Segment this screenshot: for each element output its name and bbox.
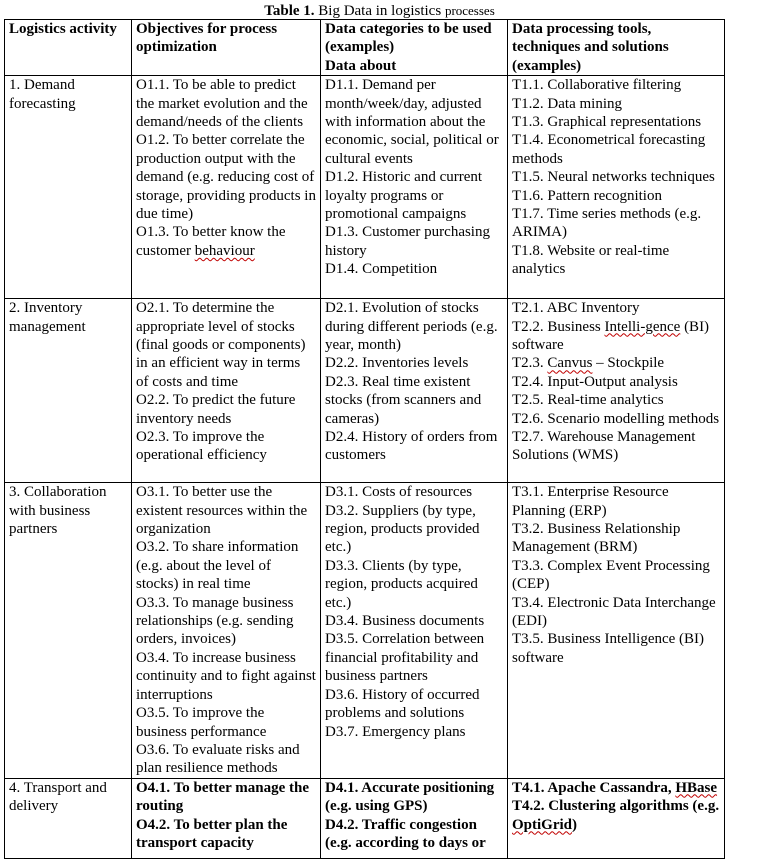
list-item: O4.1. To better manage the routing bbox=[136, 779, 313, 815]
table-row bbox=[5, 778, 725, 858]
list-item: T1.4. Econometrical forecasting methods bbox=[512, 132, 710, 167]
list-item: D3.4. Business documents bbox=[325, 613, 485, 630]
list-item: D1.4. Competition bbox=[325, 261, 438, 278]
list-item: D1.1. Demand per month/week/day, adjusted with information about the economic, social, political or cultural events bbox=[325, 77, 503, 167]
tools-cell bbox=[508, 778, 725, 858]
list-item: T3.2. Business Relationship Management (BRM) bbox=[512, 521, 685, 556]
header-data-categories bbox=[321, 20, 508, 76]
list-item: T2.3. Canvus – Stockpile bbox=[512, 355, 665, 372]
spellcheck-word: Canvus bbox=[547, 355, 593, 372]
data-cell bbox=[321, 299, 508, 483]
list-item: O2.2. To predict the future inventory needs bbox=[136, 392, 300, 427]
list-item: D2.3. Real time existent stocks (from scanners and cameras) bbox=[325, 373, 485, 427]
list-item: T1.6. Pattern recognition bbox=[512, 187, 662, 204]
spellcheck-word: Intelli-gence bbox=[604, 318, 681, 335]
list-item: T3.5. Business Intelligence (BI) software bbox=[512, 631, 708, 666]
objectives-cell bbox=[132, 299, 321, 483]
data-cell bbox=[321, 76, 508, 299]
list-item: O3.2. To share information (e.g. about the level of stocks) in real time bbox=[136, 539, 303, 593]
list-item: D4.2. Traffic congestion (e.g. according to days or bbox=[325, 816, 486, 851]
spellcheck-word: HBase bbox=[675, 779, 718, 796]
table-row bbox=[5, 76, 725, 299]
list-item: T1.5. Neural networks techniques bbox=[512, 169, 715, 186]
list-item: O2.3. To improve the operational efficiency bbox=[136, 429, 268, 464]
list-item: T1.8. Website or real-time analytics bbox=[512, 242, 673, 278]
caption-label: Table 1. bbox=[264, 3, 315, 19]
list-item: O1.3. To better know the customer behaviour bbox=[136, 224, 290, 259]
list-item: D2.4. History of orders from customers bbox=[325, 429, 502, 464]
list-item: T3.4. Electronic Data Interchange (EDI) bbox=[512, 594, 720, 630]
list-item: T2.4. Input-Output analysis bbox=[512, 373, 678, 390]
caption-suffix: processes bbox=[444, 3, 495, 18]
list-item: T2.7. Warehouse Management Solutions (WMS) bbox=[512, 429, 700, 464]
header-data-categories-text: Data categories to be used (examples) Data about bbox=[325, 21, 492, 74]
list-item: D3.6. History of occurred problems and solutions bbox=[325, 686, 484, 722]
objectives-cell bbox=[132, 76, 321, 299]
caption-title: Big Data in logistics bbox=[314, 3, 445, 19]
list-item: T2.5. Real-time analytics bbox=[512, 392, 664, 409]
list-item: T2.2. Business Intelli-gence (BI) software bbox=[512, 318, 713, 354]
spellcheck-word: OptiGrid bbox=[512, 816, 573, 833]
list-item: T3.3. Complex Event Processing (CEP) bbox=[512, 557, 714, 593]
list-item: D3.2. Suppliers (by type, region, products provided etc.) bbox=[325, 502, 484, 556]
list-item: O4.2. To better plan the transport capacity bbox=[136, 816, 292, 851]
objectives-cell bbox=[132, 778, 321, 858]
activity-cell: 1. Demand forecasting bbox=[5, 76, 132, 299]
activity-cell: 2. Inventory management bbox=[5, 299, 132, 483]
list-item: D1.3. Customer purchasing history bbox=[325, 224, 494, 259]
tools-cell bbox=[508, 76, 725, 299]
tools-cell bbox=[508, 299, 725, 483]
list-item: D3.3. Clients (by type, region, products acquired etc.) bbox=[325, 557, 482, 611]
list-item: D3.7. Emergency plans bbox=[325, 723, 466, 740]
spellcheck-word: behaviour bbox=[194, 242, 255, 259]
activity-cell: 4. Transport and delivery bbox=[5, 778, 132, 858]
list-item: T2.6. Scenario modelling methods bbox=[512, 410, 720, 427]
list-item: T1.2. Data mining bbox=[512, 95, 622, 112]
logistics-table bbox=[4, 19, 725, 859]
table-row bbox=[5, 299, 725, 483]
table-row bbox=[5, 483, 725, 779]
list-item: D1.2. Historic and current loyalty programs or promotional campaigns bbox=[325, 169, 486, 223]
list-item: O3.3. To manage business relationships (e.g. sending orders, invoices) bbox=[136, 594, 298, 648]
tools-cell bbox=[508, 483, 725, 779]
list-item: D2.1. Evolution of stocks during different periods (e.g. year, month) bbox=[325, 300, 502, 354]
list-item: O1.2. To better correlate the production output with the demand (e.g. reducing cost of storage, providing products in due time) bbox=[136, 132, 320, 223]
list-item: D3.5. Correlation between financial profitability and business partners bbox=[325, 631, 488, 685]
list-item: D4.1. Accurate positioning (e.g. using GPS) bbox=[325, 779, 498, 815]
objectives-cell bbox=[132, 483, 321, 779]
list-item: T4.1. Apache Cassandra, HBase bbox=[512, 779, 718, 796]
table-header-row bbox=[5, 20, 725, 76]
list-item: O3.5. To improve the business performance bbox=[136, 705, 268, 740]
list-item: O3.6. To evaluate risks and plan resilience methods bbox=[136, 741, 304, 777]
header-objectives: Objectives for process optimization bbox=[132, 20, 321, 76]
list-item: O1.1. To be able to predict the market evolution and the demand/needs of the clients bbox=[136, 77, 312, 131]
list-item: T1.3. Graphical representations bbox=[512, 114, 702, 131]
list-item: O3.1. To better use the existent resources within the organization bbox=[136, 484, 311, 538]
data-cell bbox=[321, 483, 508, 779]
list-item: O2.1. To determine the appropriate level of stocks (final goods or components) in an efficient way in terms of costs and time bbox=[136, 300, 310, 390]
header-activity: Logistics activity bbox=[5, 20, 132, 76]
list-item: O3.4. To increase business continuity and to fight against interruptions bbox=[136, 649, 320, 703]
list-item: T1.1. Collaborative filtering bbox=[512, 77, 682, 94]
list-item: D2.2. Inventories levels bbox=[325, 355, 469, 372]
data-cell bbox=[321, 778, 508, 858]
list-item: T1.7. Time series methods (e.g. ARIMA) bbox=[512, 206, 705, 241]
list-item: T3.1. Enterprise Resource Planning (ERP) bbox=[512, 484, 673, 519]
list-item: T4.2. Clustering algorithms (e.g. OptiGrid) bbox=[512, 798, 723, 833]
list-item: D3.1. Costs of resources bbox=[325, 484, 473, 501]
table-caption bbox=[0, 2, 759, 20]
header-tools: Data processing tools, techniques and solutions (examples) bbox=[508, 20, 725, 76]
activity-cell: 3. Collaboration with business partners bbox=[5, 483, 132, 779]
list-item: T2.1. ABC Inventory bbox=[512, 300, 640, 317]
